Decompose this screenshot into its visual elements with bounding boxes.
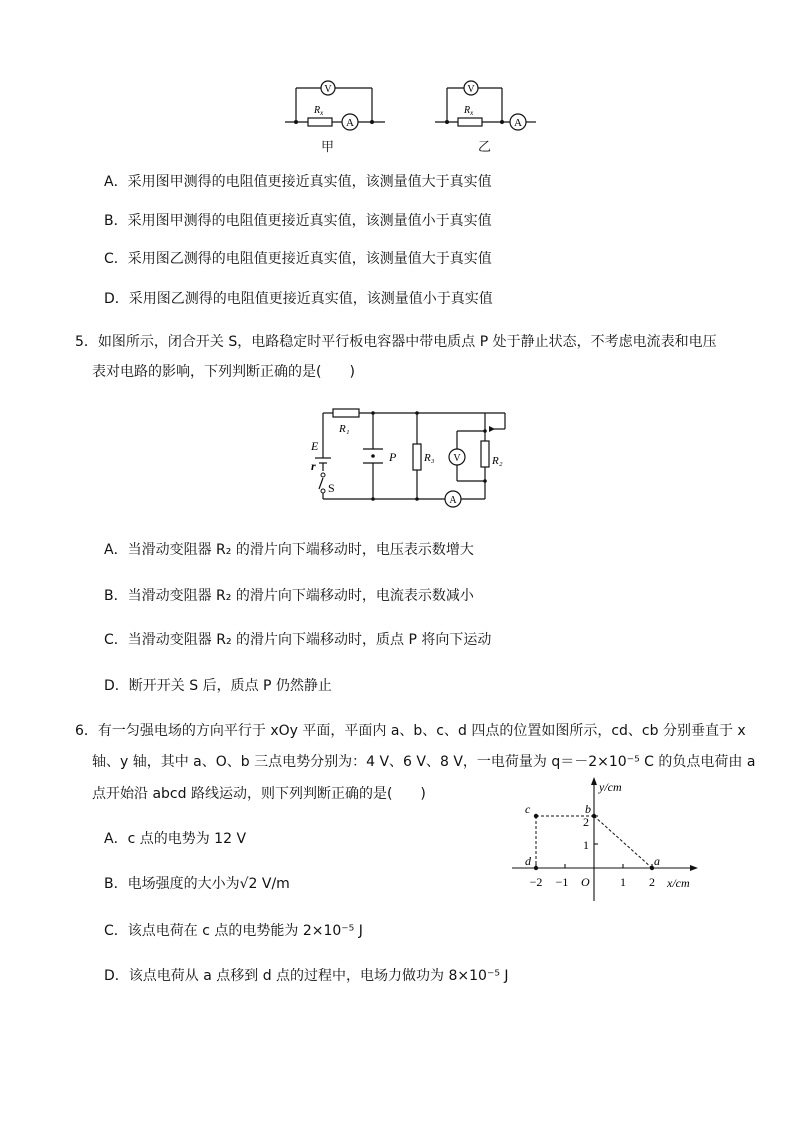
- q6-option-a: A．c 点的电势为 12 V: [104, 831, 247, 847]
- figure-capacitor-circuit: [305, 403, 525, 515]
- y-axis-label: y/cm: [599, 780, 622, 794]
- point-label-c: c: [525, 802, 531, 816]
- label-r2: R₂: [492, 455, 503, 467]
- q6-stem-line3: 点开始沿 abcd 路线运动，则下列判断正确的是( ): [92, 786, 426, 802]
- q4-option-b: B．采用图甲测得的电阻值更接近真实值，该测量值小于真实值: [104, 213, 492, 229]
- q5-option-a: A．当滑动变阻器 R₂ 的滑片向下端移动时，电压表示数增大: [104, 542, 474, 558]
- origin-label: O: [581, 875, 590, 889]
- label-r3: R₃: [424, 452, 435, 464]
- x-tick-label: 2: [649, 875, 655, 889]
- q6-option-c: C．该点电荷在 c 点的电势能为 2×10⁻⁵ J: [104, 923, 363, 939]
- caption-yi: 乙: [478, 140, 492, 155]
- x-tick-label: 1: [620, 875, 626, 889]
- point-label-a: a: [654, 854, 660, 868]
- point-label-b: b: [585, 802, 591, 816]
- q5-option-b: B．当滑动变阻器 R₂ 的滑片向下端移动时，电流表示数减小: [104, 588, 474, 604]
- ammeter-label-jia: A: [346, 117, 354, 129]
- q5-stem-line1: 5．如图所示，闭合开关 S，电路稳定时平行板电容器中带电质点 P 处于静止状态，不考虑电流表和电压: [75, 334, 717, 350]
- voltmeter-label-q5: V: [453, 453, 461, 464]
- q6-stem-line2: 轴、y 轴，其中 a、O、b 三点电势分别为：4 V、6 V、8 V，一电荷量为 q＝－2×10⁻⁵ C 的负点电荷由 a: [92, 754, 756, 770]
- resistor-label-jia: $R_x$: [314, 105, 324, 117]
- x-axis-label: x/cm: [667, 876, 690, 890]
- y-tick-label: 1: [583, 838, 589, 852]
- q6-stem-line1: 6．有一匀强电场的方向平行于 xOy 平面，平面内 a、b、c、d 四点的位置如图所示，cd、cb 分别垂直于 x: [75, 723, 746, 739]
- ammeter-label-yi: A: [514, 117, 522, 129]
- q5-stem-line2: 表对电路的影响，下列判断正确的是( ): [92, 364, 355, 380]
- x-tick-label: −1: [555, 875, 569, 889]
- label-r1: R₁: [339, 423, 350, 435]
- caption-jia: 甲: [321, 140, 335, 155]
- circuit-jia: [285, 81, 385, 130]
- q4-option-c: C．采用图乙测得的电阻值更接近真实值，该测量值大于真实值: [104, 251, 492, 267]
- q4-option-a: A．采用图甲测得的电阻值更接近真实值，该测量值大于真实值: [104, 174, 492, 190]
- x-tick-label: −2: [529, 875, 543, 889]
- label-r-internal: r: [311, 459, 316, 473]
- label-e: E: [311, 439, 319, 453]
- voltmeter-label-yi: V: [467, 84, 475, 95]
- point-label-d: d: [525, 854, 531, 868]
- label-s: S: [328, 481, 335, 495]
- ammeter-label-q5: A: [449, 495, 457, 506]
- q5-option-c: C．当滑动变阻器 R₂ 的滑片向下端移动时，质点 P 将向下运动: [104, 632, 492, 648]
- q6-option-d: D．该点电荷从 a 点移到 d 点的过程中，电场力做功为 8×10⁻⁵ J: [104, 968, 509, 984]
- q4-option-d: D．采用图乙测得的电阻值更接近真实值，该测量值小于真实值: [104, 291, 493, 307]
- label-p: P: [389, 450, 397, 464]
- voltmeter-label-jia: V: [324, 84, 332, 95]
- coordinate-graph: [508, 773, 704, 905]
- q6-option-b: B．电场强度的大小为√2 V/m: [104, 876, 290, 892]
- q5-option-d: D．断开开关 S 后，质点 P 仍然静止: [104, 678, 332, 694]
- resistor-label-yi: $R_x$: [464, 105, 474, 117]
- y-tick-label: 2: [583, 815, 589, 829]
